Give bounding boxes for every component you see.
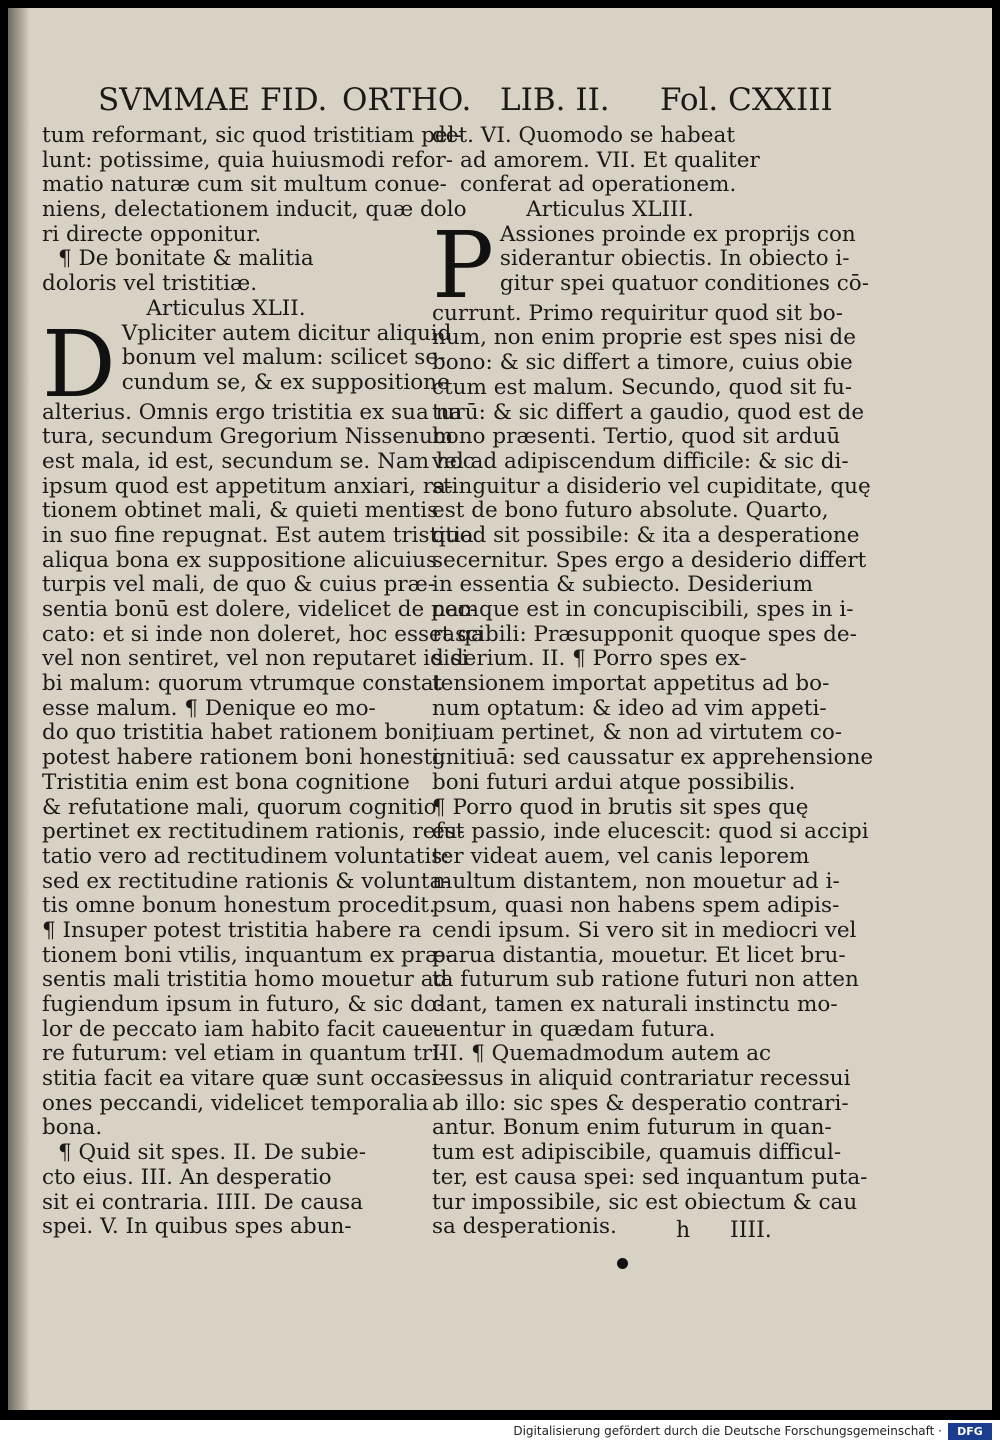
text-line: ¶ Insuper potest tristitia habere ra: [42, 917, 422, 943]
text-line: Tristitia enim est bona cognitione: [42, 769, 410, 795]
text-line: III. ¶ Quemadmodum autem ac: [432, 1041, 772, 1067]
text-line: turū: & sic differt a gaudio, quod est de: [432, 399, 865, 425]
text-line: est de bono futuro absolute. Quarto,: [432, 498, 829, 524]
text-line: bona.: [42, 1115, 103, 1141]
text-line: quod sit possibile: & ita a desperatione: [432, 522, 860, 548]
text-line: cendi ipsum. Si vero sit in mediocri vel: [432, 917, 857, 943]
text-line: turpis vel mali, de quo & cuius præ-: [42, 572, 436, 598]
text-line: tensionem importat appetitus ad bo-: [432, 671, 830, 697]
text-line: cessus in aliquid contrariatur recessui: [432, 1066, 851, 1092]
footer-bar: [0, 1420, 1000, 1444]
text-line: do quo tristitia habet rationem boni,: [42, 720, 439, 746]
article-heading: Articulus XLIII.: [526, 197, 694, 223]
text-line: cto eius. III. An desperatio: [42, 1164, 332, 1190]
text-line: in suo fine repugnat. Est autem tristitia: [42, 522, 474, 548]
dropcap-letter: P: [432, 211, 494, 319]
text-line: potest habere rationem boni honesti.: [42, 745, 446, 771]
text-line: boni futuri ardui atque possibilis.: [432, 769, 796, 795]
text-line: fugiendum ipsum in futuro, & sic do-: [42, 992, 445, 1017]
running-head-title: SVMMAE FID.: [98, 82, 328, 118]
text-line: tur impossibile, sic est obiectum & cau: [432, 1189, 858, 1215]
text-line: ctum est malum. Secundo, quod sit fu-: [432, 374, 853, 400]
text-line: ad amorem. VII. Et qualiter: [460, 147, 760, 173]
text-line: re futurum: vel etiam in quantum tri-: [42, 1041, 447, 1067]
text-line: bono præsenti. Tertio, quod sit arduū: [432, 424, 841, 450]
text-line: siderium. II. ¶ Porro spes ex-: [432, 646, 747, 672]
text-line: ta futurum sub ratione futuri non atten: [432, 967, 859, 993]
running-head-center: ORTHO.: [342, 82, 472, 118]
ink-dot: [617, 1258, 628, 1269]
text-line: tionem boni vtilis, inquantum ex præ-: [42, 942, 453, 968]
text-line: tiuam pertinet, & non ad virtutem co-: [432, 720, 843, 746]
text-line: gnitiuā: sed caussatur ex apprehensione: [432, 745, 874, 771]
text-line: spei. V. In quibus spes abun-: [42, 1214, 352, 1240]
text-line: ter, est causa spei: sed inquantum puta-: [432, 1164, 868, 1190]
rubric-line: ¶ De bonitate & malitia: [58, 246, 314, 272]
text-line: tis omne bonum honestum procedit.: [42, 893, 436, 919]
text-line: currunt. Primo requiritur quod sit bo-: [432, 300, 843, 326]
text-line: stitia facit ea vitare quæ sunt occasi-: [42, 1066, 446, 1092]
text-line: bonum vel malum: scilicet se-: [121, 345, 446, 371]
text-line: in essentia & subiecto. Desiderium: [432, 572, 813, 598]
text-line: lunt: potissime, quia huiusmodi refor-: [42, 147, 454, 173]
text-line: ab illo: sic spes & desperatio contrari-: [432, 1090, 849, 1116]
text-line: ones peccandi, videlicet temporalia: [42, 1090, 429, 1116]
text-line: tionem obtinet mali, & quieti mentis: [42, 498, 439, 524]
text-line: ipsum quod est appetitum anxiari, ra-: [42, 473, 454, 499]
text-line: Assiones proinde ex proprijs con: [499, 221, 856, 247]
text-line: parua distantia, mouetur. Et licet bru-: [432, 942, 846, 968]
text-line: ¶ Quid sit spes. II. De subie-: [58, 1140, 367, 1166]
text-line: secernitur. Spes ergo a desiderio differt: [432, 547, 867, 573]
text-line: aliqua bona ex suppositione alicuius: [42, 547, 438, 573]
text-line: & refutatione mali, quorum cognitio: [42, 794, 437, 820]
running-head: [98, 82, 833, 122]
text-line: gitur spei quatuor conditiones cō-: [499, 271, 869, 297]
text-line: sentia bonū est dolere, videlicet de pec-: [42, 597, 477, 622]
text-line: sed ex rectitudine rationis & volunta-: [42, 868, 450, 894]
text-line: namque est in concupiscibili, spes in i-: [432, 597, 854, 622]
text-line: conferat ad operationem.: [460, 172, 737, 198]
text-line: siderantur obiectis. In obiecto i-: [499, 246, 850, 272]
text-line: dant, tamen ex naturali instinctu mo-: [432, 992, 838, 1017]
text-line: uentur in quædam futura.: [432, 1016, 716, 1042]
text-line: multum distantem, non mouetur ad i-: [432, 868, 840, 894]
text-line: vel non sentiret, vel non reputaret id si: [42, 646, 469, 672]
text-line: bono: & sic differt a timore, cuius obie: [432, 350, 853, 376]
text-line: ri directe opponitur.: [42, 221, 262, 247]
text-line: bi malum: quorum vtrumque constat: [42, 671, 443, 697]
text-line: ter videat auem, vel canis leporem: [432, 843, 810, 869]
text-line: lor de peccato iam habito facit caue-: [42, 1016, 441, 1042]
text-line: num optatum: & ideo ad vim appeti-: [432, 695, 827, 721]
signature-number: IIII.: [730, 1218, 772, 1243]
text-line: ¶ Porro quod in brutis sit spes quę: [432, 794, 809, 820]
text-line: cundum se, & ex suppositione: [121, 369, 450, 395]
text-line: pertinet ex rectitudinem rationis, refu-: [42, 819, 465, 845]
text-line: Vpliciter autem dicitur aliquid: [121, 320, 452, 346]
footer-credit: Digitalisierung gefördert durch die Deutsche Forschungsgemeinschaft ·: [513, 1424, 942, 1438]
text-line: alterius. Omnis ergo tristitia ex sua na: [42, 399, 463, 425]
text-line: tum reformant, sic quod tristitiam pel-: [42, 123, 462, 148]
text-line: psum, quasi non habens spem adipis-: [432, 893, 840, 919]
text-line: sentis mali tristitia homo mouetur ad: [42, 967, 448, 993]
text-line: vel ad adipiscendum difficile: & sic di-: [432, 448, 849, 474]
text-line: cato: et si inde non doleret, hoc esset qa: [42, 621, 484, 647]
text-line: antur. Bonum enim futurum in quan-: [432, 1115, 832, 1141]
text-line: sa desperationis.: [432, 1214, 617, 1240]
right-column: [432, 123, 874, 1240]
article-heading: Articulus XLII.: [146, 295, 306, 321]
text-line: tatio vero ad rectitudinem voluntatis:: [42, 843, 450, 869]
rubric-line: doloris vel tristitiæ.: [42, 271, 258, 297]
text-line: det. VI. Quomodo se habeat: [432, 123, 735, 148]
text-line: esse malum. ¶ Denique eo mo-: [42, 695, 376, 721]
text-line: est mala, id est, secundum se. Nam hoc: [42, 448, 475, 474]
text-line: tum est adipiscibile, quamuis difficul-: [432, 1140, 842, 1166]
text-line: est passio, inde elucescit: quod si accipi: [432, 819, 869, 845]
text-line: sit ei contraria. IIII. De causa: [42, 1189, 364, 1215]
text-line: niens, delectationem inducit, quæ dolo: [42, 197, 467, 223]
left-column: [42, 123, 484, 1240]
text-line: tura, secundum Gregorium Nissenum: [42, 424, 454, 450]
signature-letter: h: [676, 1218, 691, 1243]
dfg-logo: DFG: [948, 1423, 992, 1440]
page-gutter-shadow: [8, 8, 30, 1410]
text-line: num, non enim proprie est spes nisi de: [432, 325, 856, 351]
text-line: matio naturæ cum sit multum conue-: [42, 172, 447, 198]
running-head-book: LIB. II.: [500, 82, 610, 118]
text-line: rascibili: Præsupponit quoque spes de-: [432, 621, 857, 647]
text-line: stinguitur a disiderio vel cupiditate, quę: [432, 473, 871, 499]
folio-number: Fol. CXXIII: [660, 82, 833, 118]
signature-mark: [676, 1218, 796, 1248]
dropcap-letter: D: [42, 310, 116, 418]
